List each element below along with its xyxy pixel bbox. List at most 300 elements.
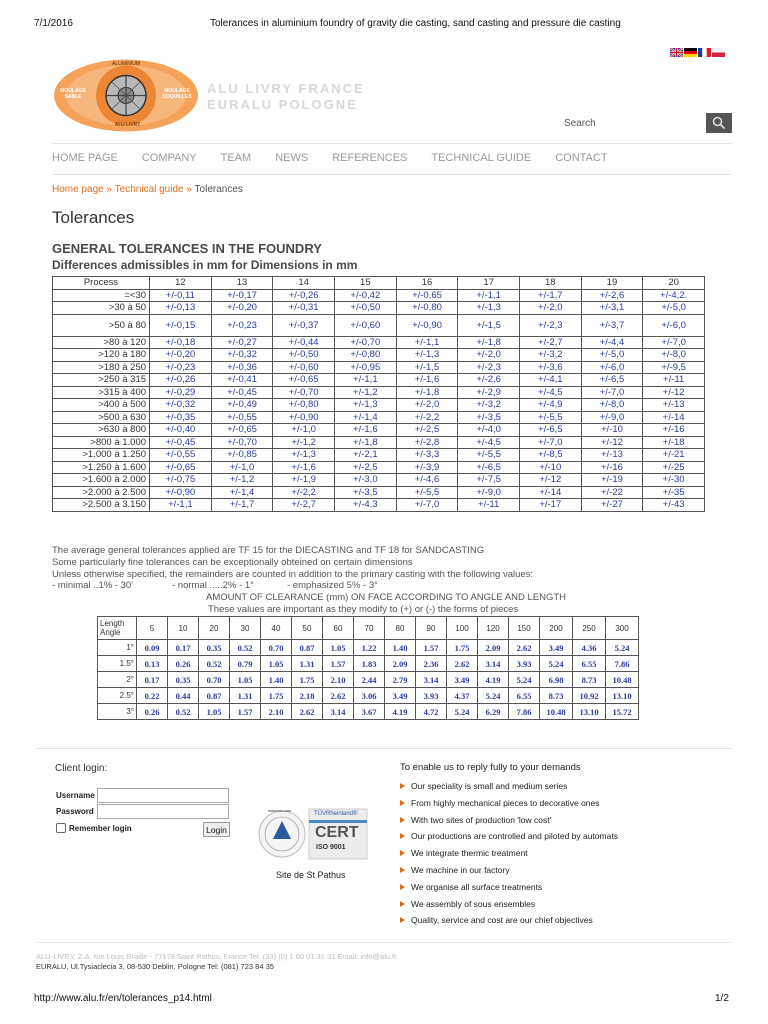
tolerance-row bbox=[53, 349, 705, 362]
tolerance-value-cell: +/-0,65 bbox=[150, 461, 212, 474]
clearance-value-cell: 1.31 bbox=[292, 656, 323, 672]
tolerance-value-cell: +/-2,7 bbox=[273, 499, 335, 512]
tolerance-value-cell: +/-1,5 bbox=[396, 361, 458, 374]
tolerance-value-cell: +/-0,32 bbox=[211, 349, 273, 362]
tolerance-value-cell: +/-1,0 bbox=[273, 424, 335, 437]
tolerance-value-cell: +/-12 bbox=[519, 474, 581, 487]
tolerance-value-cell: +/-5,0 bbox=[643, 302, 705, 315]
clearance-angle-cell: 3° bbox=[98, 704, 137, 720]
tolerance-value-cell: +/-7,0 bbox=[519, 436, 581, 449]
tolerance-value-cell: +/-0,95 bbox=[335, 361, 397, 374]
tolerance-value-cell: +/-1,7 bbox=[211, 499, 273, 512]
tolerance-row bbox=[53, 499, 705, 512]
logo-text-bottom: ALU LIVRY bbox=[115, 122, 141, 128]
clearance-row bbox=[98, 672, 639, 688]
tolerance-value-cell: +/-4,6 bbox=[396, 474, 458, 487]
clearance-length-header: 150 bbox=[509, 617, 540, 640]
nav-contact[interactable]: CONTACT bbox=[555, 152, 608, 164]
clearance-value-cell: 0.52 bbox=[168, 704, 199, 720]
tolerance-value-cell: +/-0,44 bbox=[273, 336, 335, 349]
clearance-value-cell: 3.93 bbox=[509, 656, 540, 672]
tolerance-value-cell: +/-1,1 bbox=[458, 289, 520, 302]
clearance-value-cell: 1.75 bbox=[261, 688, 292, 704]
tolerance-value-cell: +/-2,7 bbox=[519, 336, 581, 349]
clearance-length-header: 100 bbox=[447, 617, 478, 640]
clearance-length-header: 200 bbox=[540, 617, 573, 640]
clearance-value-cell: 1.05 bbox=[199, 704, 230, 720]
clearance-value-cell: 3.14 bbox=[323, 704, 354, 720]
tolerance-value-cell: +/-0,85 bbox=[211, 449, 273, 462]
tolerance-value-cell: +/-0,65 bbox=[211, 424, 273, 437]
clearance-value-cell: 2.62 bbox=[292, 704, 323, 720]
tolerance-value-cell: +/-0,90 bbox=[273, 411, 335, 424]
tolerance-header-grade: 16 bbox=[396, 277, 458, 290]
tolerance-value-cell: +/-1,7 bbox=[519, 289, 581, 302]
tolerance-value-cell: +/-3,7 bbox=[581, 314, 643, 336]
tolerance-value-cell: +/-2,2 bbox=[396, 411, 458, 424]
clearance-value-cell: 0.52 bbox=[230, 640, 261, 656]
tolerance-value-cell: +/-0,15 bbox=[150, 314, 212, 336]
note-remainders: Unless otherwise specified, the remainders are counted in addition to the primary casting with the following values: bbox=[52, 569, 534, 580]
clearance-row bbox=[98, 640, 639, 656]
tolerance-value-cell: +/-0,80 bbox=[335, 349, 397, 362]
tolerance-value-cell: +/-1,8 bbox=[396, 386, 458, 399]
flag-fr-icon[interactable] bbox=[698, 48, 711, 57]
magnifier-icon bbox=[706, 113, 732, 133]
tolerance-value-cell: +/-0,32 bbox=[150, 399, 212, 412]
clearance-length-header: 60 bbox=[323, 617, 354, 640]
flag-pl-icon[interactable] bbox=[712, 48, 725, 57]
clearance-value-cell: 3.14 bbox=[416, 672, 447, 688]
feature-text: We organise all surface treatments bbox=[411, 881, 543, 892]
clearance-value-cell: 2.62 bbox=[509, 640, 540, 656]
tolerance-value-cell: +/-1,0 bbox=[211, 461, 273, 474]
tolerance-value-cell: +/-25 bbox=[643, 461, 705, 474]
feature-item bbox=[400, 798, 600, 808]
tolerance-value-cell: +/-4,4 bbox=[581, 336, 643, 349]
tolerance-value-cell: +/-0,40 bbox=[150, 424, 212, 437]
clearance-value-cell: 1.57 bbox=[416, 640, 447, 656]
clearance-title: AMOUNT OF CLEARANCE (mm) ON FACE ACCORDING TO ANGLE AND LENGTH bbox=[206, 592, 566, 603]
clearance-corner-length: Length bbox=[100, 619, 125, 628]
cert-word: CERT bbox=[315, 824, 359, 841]
footer-rule bbox=[36, 748, 732, 749]
tolerance-value-cell: +/-0,55 bbox=[150, 449, 212, 462]
tolerance-value-cell: +/-1,6 bbox=[396, 374, 458, 387]
tolerance-value-cell: +/-0,65 bbox=[273, 374, 335, 387]
flag-en-icon[interactable] bbox=[670, 48, 683, 57]
tolerance-value-cell: +/-3,5 bbox=[458, 411, 520, 424]
tolerance-value-cell: +/-4,5 bbox=[519, 386, 581, 399]
clearance-length-header: 250 bbox=[573, 617, 606, 640]
tolerance-range-cell: >800 à 1.000 bbox=[53, 436, 150, 449]
feature-item bbox=[400, 831, 618, 841]
clearance-angle-cell: 2° bbox=[98, 672, 137, 688]
login-button[interactable]: Login bbox=[203, 822, 230, 837]
tolerance-value-cell: +/-2,5 bbox=[335, 461, 397, 474]
tolerance-value-cell: +/-7,0 bbox=[643, 336, 705, 349]
clearance-value-cell: 5.24 bbox=[509, 672, 540, 688]
tolerance-value-cell: +/-0,41 bbox=[211, 374, 273, 387]
tolerance-range-cell: >315 à 400 bbox=[53, 386, 150, 399]
tolerance-header-row bbox=[53, 277, 705, 290]
tolerance-range-cell: >400 à 500 bbox=[53, 399, 150, 412]
section-title: GENERAL TOLERANCES IN THE FOUNDRY bbox=[52, 241, 322, 256]
tolerance-value-cell: +/-6,5 bbox=[458, 461, 520, 474]
clearance-angle-cell: 1° bbox=[98, 640, 137, 656]
tolerance-range-cell: >2.500 à 3.150 bbox=[53, 499, 150, 512]
tolerance-value-cell: +/-2,0 bbox=[396, 399, 458, 412]
feature-text: We integrate thermic treatment bbox=[411, 848, 528, 859]
tolerance-value-cell: +/-3,1 bbox=[581, 302, 643, 315]
tolerance-header-grade: 15 bbox=[335, 277, 397, 290]
bullet-arrow-icon bbox=[400, 833, 405, 839]
clearance-value-cell: 6.55 bbox=[509, 688, 540, 704]
clearance-value-cell: 10.48 bbox=[606, 672, 639, 688]
tolerance-header-process: Process bbox=[53, 277, 150, 290]
clearance-value-cell: 10.92 bbox=[573, 688, 606, 704]
tolerance-range-cell: >1.000 à 1.250 bbox=[53, 449, 150, 462]
note-minimal: - minimal ..1% - 30' bbox=[52, 580, 134, 591]
tolerance-range-cell: >120 à 180 bbox=[53, 349, 150, 362]
clearance-value-cell: 1.31 bbox=[230, 688, 261, 704]
tolerance-header-grade: 19 bbox=[581, 277, 643, 290]
nav-references[interactable]: REFERENCES bbox=[332, 152, 408, 164]
bullet-arrow-icon bbox=[400, 800, 405, 806]
tolerance-value-cell: +/-3,5 bbox=[335, 486, 397, 499]
remember-login[interactable] bbox=[56, 823, 132, 833]
clearance-value-cell: 0.09 bbox=[137, 640, 168, 656]
clearance-value-cell: 2.79 bbox=[385, 672, 416, 688]
bullet-arrow-icon bbox=[400, 867, 405, 873]
tolerance-range-cell: >180 à 250 bbox=[53, 361, 150, 374]
tolerance-row bbox=[53, 461, 705, 474]
tolerance-value-cell: +/-0,26 bbox=[150, 374, 212, 387]
tolerance-value-cell: +/-3,6 bbox=[519, 361, 581, 374]
tolerance-value-cell: +/-0,90 bbox=[150, 486, 212, 499]
search-label[interactable]: Search bbox=[564, 118, 596, 129]
tolerance-value-cell: +/-12 bbox=[581, 436, 643, 449]
clearance-value-cell: 8.73 bbox=[540, 688, 573, 704]
tolerance-value-cell: +/-43 bbox=[643, 499, 705, 512]
clearance-value-cell: 0.26 bbox=[168, 656, 199, 672]
clearance-value-cell: 5.24 bbox=[606, 640, 639, 656]
tolerance-row bbox=[53, 449, 705, 462]
tolerance-value-cell: +/-3,2 bbox=[519, 349, 581, 362]
clearance-value-cell: 3.49 bbox=[447, 672, 478, 688]
clearance-value-cell: 1.75 bbox=[292, 672, 323, 688]
tolerance-value-cell: +/-2,5 bbox=[396, 424, 458, 437]
tolerance-range-cell: >500 à 630 bbox=[53, 411, 150, 424]
tolerance-value-cell: +/-4,0 bbox=[458, 424, 520, 437]
tolerance-value-cell: +/-1,3 bbox=[273, 449, 335, 462]
tolerance-value-cell: +/-0,23 bbox=[211, 314, 273, 336]
note-emphasized: - emphasized 5% - 3° bbox=[287, 580, 378, 591]
search-button[interactable] bbox=[706, 113, 732, 133]
clearance-value-cell: 1.57 bbox=[230, 704, 261, 720]
clearance-value-cell: 0.35 bbox=[199, 640, 230, 656]
breadcrumb-home[interactable]: Home page bbox=[52, 184, 104, 195]
clearance-value-cell: 2.18 bbox=[292, 688, 323, 704]
tolerance-value-cell: +/-8,0 bbox=[581, 399, 643, 412]
tolerance-value-cell: +/-2,3 bbox=[458, 361, 520, 374]
tolerance-value-cell: +/-0,13 bbox=[150, 302, 212, 315]
tolerance-row bbox=[53, 314, 705, 336]
clearance-value-cell: 0.22 bbox=[137, 688, 168, 704]
clearance-value-cell: 1.83 bbox=[354, 656, 385, 672]
breadcrumb-technical-guide[interactable]: Technical guide bbox=[114, 184, 184, 195]
clearance-value-cell: 2.36 bbox=[416, 656, 447, 672]
clearance-value-cell: 3.14 bbox=[478, 656, 509, 672]
bullet-arrow-icon bbox=[400, 901, 405, 907]
page-title: Tolerances bbox=[52, 208, 135, 227]
tolerance-value-cell: +/-0,80 bbox=[396, 302, 458, 315]
tolerance-value-cell: +/-1,9 bbox=[273, 474, 335, 487]
tolerance-value-cell: +/-14 bbox=[519, 486, 581, 499]
tolerance-value-cell: +/-0,29 bbox=[150, 386, 212, 399]
tolerance-value-cell: +/-0,80 bbox=[273, 399, 335, 412]
tolerance-value-cell: +/-13 bbox=[581, 449, 643, 462]
tolerance-value-cell: +/-2,0 bbox=[458, 349, 520, 362]
tolerance-value-cell: +/-4,3 bbox=[335, 499, 397, 512]
brand-line-2: EURALU POLOGNE bbox=[207, 97, 358, 112]
tolerance-value-cell: +/-2,6 bbox=[581, 289, 643, 302]
clearance-value-cell: 15.72 bbox=[606, 704, 639, 720]
tolerance-range-cell: >1.250 à 1.600 bbox=[53, 461, 150, 474]
tolerance-header-grade: 17 bbox=[458, 277, 520, 290]
tolerance-header-grade: 20 bbox=[643, 277, 705, 290]
bullet-arrow-icon bbox=[400, 783, 405, 789]
tolerance-value-cell: +/-0,26 bbox=[273, 289, 335, 302]
tolerance-value-cell: +/-1,3 bbox=[396, 349, 458, 362]
bullet-arrow-icon bbox=[400, 917, 405, 923]
tolerance-value-cell: +/-11 bbox=[458, 499, 520, 512]
clearance-length-header: 120 bbox=[478, 617, 509, 640]
client-login-title: Client login: bbox=[55, 763, 108, 774]
breadcrumb-separator: » bbox=[186, 184, 192, 195]
nav-news[interactable]: NEWS bbox=[275, 152, 309, 164]
clearance-value-cell: 5.24 bbox=[540, 656, 573, 672]
tolerance-range-cell: >2.000 à 2.500 bbox=[53, 486, 150, 499]
feature-item bbox=[400, 899, 535, 909]
clearance-value-cell: 1.22 bbox=[354, 640, 385, 656]
tolerance-value-cell: +/-1,5 bbox=[458, 314, 520, 336]
feature-text: Our productions are controlled and piloted by automats bbox=[411, 831, 618, 842]
company-logo[interactable] bbox=[52, 58, 200, 133]
bullet-arrow-icon bbox=[400, 817, 405, 823]
tolerance-value-cell: +/-5,5 bbox=[396, 486, 458, 499]
tolerance-value-cell: +/-35 bbox=[643, 486, 705, 499]
tolerance-value-cell: +/-14 bbox=[643, 411, 705, 424]
tolerance-value-cell: +/-0,45 bbox=[150, 436, 212, 449]
tolerance-value-cell: +/-1,8 bbox=[458, 336, 520, 349]
clearance-value-cell: 0.70 bbox=[261, 640, 292, 656]
tolerance-row bbox=[53, 289, 705, 302]
flag-de-icon[interactable] bbox=[684, 48, 697, 57]
tolerance-value-cell: +/-0,23 bbox=[150, 361, 212, 374]
tolerance-value-cell: +/-2,2 bbox=[273, 486, 335, 499]
tolerance-value-cell: +/-2,8 bbox=[396, 436, 458, 449]
tolerance-value-cell: +/-9,5 bbox=[643, 361, 705, 374]
tolerance-value-cell: +/-3,3 bbox=[396, 449, 458, 462]
print-title: Tolerances in aluminium foundry of gravity die casting, sand casting and pressure die casting bbox=[210, 18, 621, 29]
tolerance-range-cell: >80 à 120 bbox=[53, 336, 150, 349]
clearance-value-cell: 4.36 bbox=[573, 640, 606, 656]
tolerance-row bbox=[53, 361, 705, 374]
nav-top-rule bbox=[52, 143, 732, 144]
tolerance-value-cell: +/-0,55 bbox=[211, 411, 273, 424]
tolerance-row bbox=[53, 399, 705, 412]
clearance-value-cell: 2.10 bbox=[261, 704, 292, 720]
tolerance-value-cell: +/-6,0 bbox=[643, 314, 705, 336]
nav-home[interactable]: HOME PAGE bbox=[52, 152, 118, 164]
breadcrumb bbox=[52, 184, 243, 195]
tolerance-value-cell: +/-2,6 bbox=[458, 374, 520, 387]
tolerance-value-cell: +/-6,5 bbox=[519, 424, 581, 437]
feature-text: With two sites of production 'low cost' bbox=[411, 814, 552, 825]
tolerance-value-cell: +/-4,2. bbox=[643, 289, 705, 302]
feature-text: Our speciality is small and medium series bbox=[411, 781, 568, 791]
clearance-value-cell: 0.17 bbox=[168, 640, 199, 656]
tolerance-value-cell: +/-1,3 bbox=[458, 302, 520, 315]
clearance-length-header: 40 bbox=[261, 617, 292, 640]
feature-text: We machine in our factory bbox=[411, 865, 510, 875]
clearance-value-cell: 0.13 bbox=[137, 656, 168, 672]
tolerance-range-cell: >1.600 à 2.000 bbox=[53, 474, 150, 487]
footer-rule-bottom bbox=[36, 942, 732, 943]
clearance-value-cell: 1.40 bbox=[385, 640, 416, 656]
print-date: 7/1/2016 bbox=[34, 18, 73, 29]
tolerance-value-cell: +/-0,50 bbox=[335, 302, 397, 315]
tolerance-value-cell: +/-1,3 bbox=[335, 399, 397, 412]
clearance-value-cell: 10.48 bbox=[540, 704, 573, 720]
clearance-value-cell: 2.09 bbox=[385, 656, 416, 672]
clearance-corner-angle: Angle bbox=[100, 628, 121, 637]
clearance-length-header: 90 bbox=[416, 617, 447, 640]
tolerance-value-cell: +/-6,0 bbox=[581, 361, 643, 374]
clearance-value-cell: 0.70 bbox=[199, 672, 230, 688]
nav-bottom-rule bbox=[52, 174, 732, 175]
tolerance-value-cell: +/-8,5 bbox=[519, 449, 581, 462]
nav-technical-guide[interactable]: TECHNICAL GUIDE bbox=[431, 152, 532, 164]
clearance-value-cell: 2.44 bbox=[354, 672, 385, 688]
tolerance-value-cell: +/-0,36 bbox=[211, 361, 273, 374]
clearance-value-cell: 0.87 bbox=[199, 688, 230, 704]
cert-seal-text: www.tuv.com bbox=[268, 808, 292, 813]
tolerance-value-cell: +/-22 bbox=[581, 486, 643, 499]
tolerance-header-grade: 18 bbox=[519, 277, 581, 290]
clearance-value-cell: 3.49 bbox=[385, 688, 416, 704]
clearance-value-cell: 7.86 bbox=[606, 656, 639, 672]
address-euralu: EURALU, Ul.Tysiaclecia 3, 08-530 Deblin, Pologne Tel: (081) 723 84 35 bbox=[36, 962, 274, 971]
nav-team[interactable]: TEAM bbox=[220, 152, 252, 164]
tolerance-value-cell: +/-3,2 bbox=[458, 399, 520, 412]
clearance-value-cell: 0.35 bbox=[168, 672, 199, 688]
clearance-length-header: 70 bbox=[354, 617, 385, 640]
tolerance-value-cell: +/-1,1 bbox=[150, 499, 212, 512]
clearance-value-cell: 0.87 bbox=[292, 640, 323, 656]
tolerance-row bbox=[53, 336, 705, 349]
tolerance-value-cell: +/-27 bbox=[581, 499, 643, 512]
tolerance-value-cell: +/-10 bbox=[519, 461, 581, 474]
brand-line-1: ALU LIVRY FRANCE bbox=[207, 81, 365, 96]
clearance-value-cell: 2.62 bbox=[323, 688, 354, 704]
tolerance-row bbox=[53, 386, 705, 399]
clearance-value-cell: 3.93 bbox=[416, 688, 447, 704]
clearance-length-header: 300 bbox=[606, 617, 639, 640]
remember-checkbox[interactable] bbox=[56, 823, 66, 833]
username-label: Username bbox=[56, 791, 95, 800]
tolerance-value-cell: +/-0,49 bbox=[211, 399, 273, 412]
tolerance-value-cell: +/-0,65 bbox=[396, 289, 458, 302]
clearance-value-cell: 3.67 bbox=[354, 704, 385, 720]
clearance-value-cell: 5.24 bbox=[447, 704, 478, 720]
tolerance-value-cell: +/-0,20 bbox=[211, 302, 273, 315]
password-input[interactable] bbox=[97, 804, 229, 819]
clearance-value-cell: 0.17 bbox=[137, 672, 168, 688]
tolerance-value-cell: +/-12 bbox=[643, 386, 705, 399]
tolerance-value-cell: +/-5,5 bbox=[519, 411, 581, 424]
tuv-certificate bbox=[258, 806, 370, 862]
tolerance-range-cell: >50 à 80 bbox=[53, 314, 150, 336]
clearance-value-cell: 1.75 bbox=[447, 640, 478, 656]
clearance-value-cell: 0.52 bbox=[199, 656, 230, 672]
tolerance-value-cell: +/-6,5 bbox=[581, 374, 643, 387]
nav-company[interactable]: COMPANY bbox=[141, 152, 197, 164]
clearance-value-cell: 2.10 bbox=[323, 672, 354, 688]
tolerance-value-cell: +/-1,2 bbox=[211, 474, 273, 487]
tolerance-value-cell: +/-0,27 bbox=[211, 336, 273, 349]
tolerance-value-cell: +/-1,6 bbox=[335, 424, 397, 437]
tolerance-value-cell: +/-2,9 bbox=[458, 386, 520, 399]
tolerance-value-cell: +/-5,5 bbox=[458, 449, 520, 462]
clearance-row bbox=[98, 656, 639, 672]
clearance-value-cell: 3.49 bbox=[540, 640, 573, 656]
tolerance-value-cell: +/-0,18 bbox=[150, 336, 212, 349]
main-nav bbox=[52, 152, 632, 164]
feature-text: We assembly of sous ensembles bbox=[411, 898, 536, 909]
clearance-value-cell: 1.57 bbox=[323, 656, 354, 672]
tolerance-row bbox=[53, 374, 705, 387]
tolerance-row bbox=[53, 302, 705, 315]
clearance-value-cell: 13.10 bbox=[606, 688, 639, 704]
tolerance-value-cell: +/-5,0 bbox=[581, 349, 643, 362]
tolerance-value-cell: +/-9,0 bbox=[581, 411, 643, 424]
tolerance-header-grade: 14 bbox=[273, 277, 335, 290]
tolerance-value-cell: +/-1,4 bbox=[335, 411, 397, 424]
note-average-tolerances: The average general tolerances applied are TF 15 for the DIECASTING and TF 18 for SANDCASTING bbox=[52, 545, 485, 556]
tolerance-value-cell: +/-30 bbox=[643, 474, 705, 487]
bullet-arrow-icon bbox=[400, 850, 405, 856]
tolerance-row bbox=[53, 436, 705, 449]
clearance-value-cell: 0.44 bbox=[168, 688, 199, 704]
tolerance-row bbox=[53, 474, 705, 487]
tolerance-value-cell: +/-0,42 bbox=[335, 289, 397, 302]
clearance-value-cell: 1.40 bbox=[261, 672, 292, 688]
username-input[interactable] bbox=[97, 788, 229, 803]
clearance-table bbox=[97, 616, 639, 720]
feature-item bbox=[400, 815, 551, 825]
clearance-value-cell: 8.73 bbox=[573, 672, 606, 688]
feature-text: Quality, service and cost are our chief objectives bbox=[411, 915, 593, 926]
tolerance-value-cell: +/-0,50 bbox=[273, 349, 335, 362]
tolerance-value-cell: +/-0,35 bbox=[150, 411, 212, 424]
clearance-length-header: 20 bbox=[199, 617, 230, 640]
feature-text: From highly mechanical pieces to decorative ones bbox=[411, 797, 600, 808]
clearance-row bbox=[98, 704, 639, 720]
cert-iso: ISO 9001 bbox=[316, 844, 346, 851]
address-alu-livry: ALU-LIVRY, Z.A. rue Louis Braille - 77178 Saint Pathus, France Tel: (33) (0) 1 60 01 31 31 Email: info@alu.fr bbox=[36, 952, 397, 961]
